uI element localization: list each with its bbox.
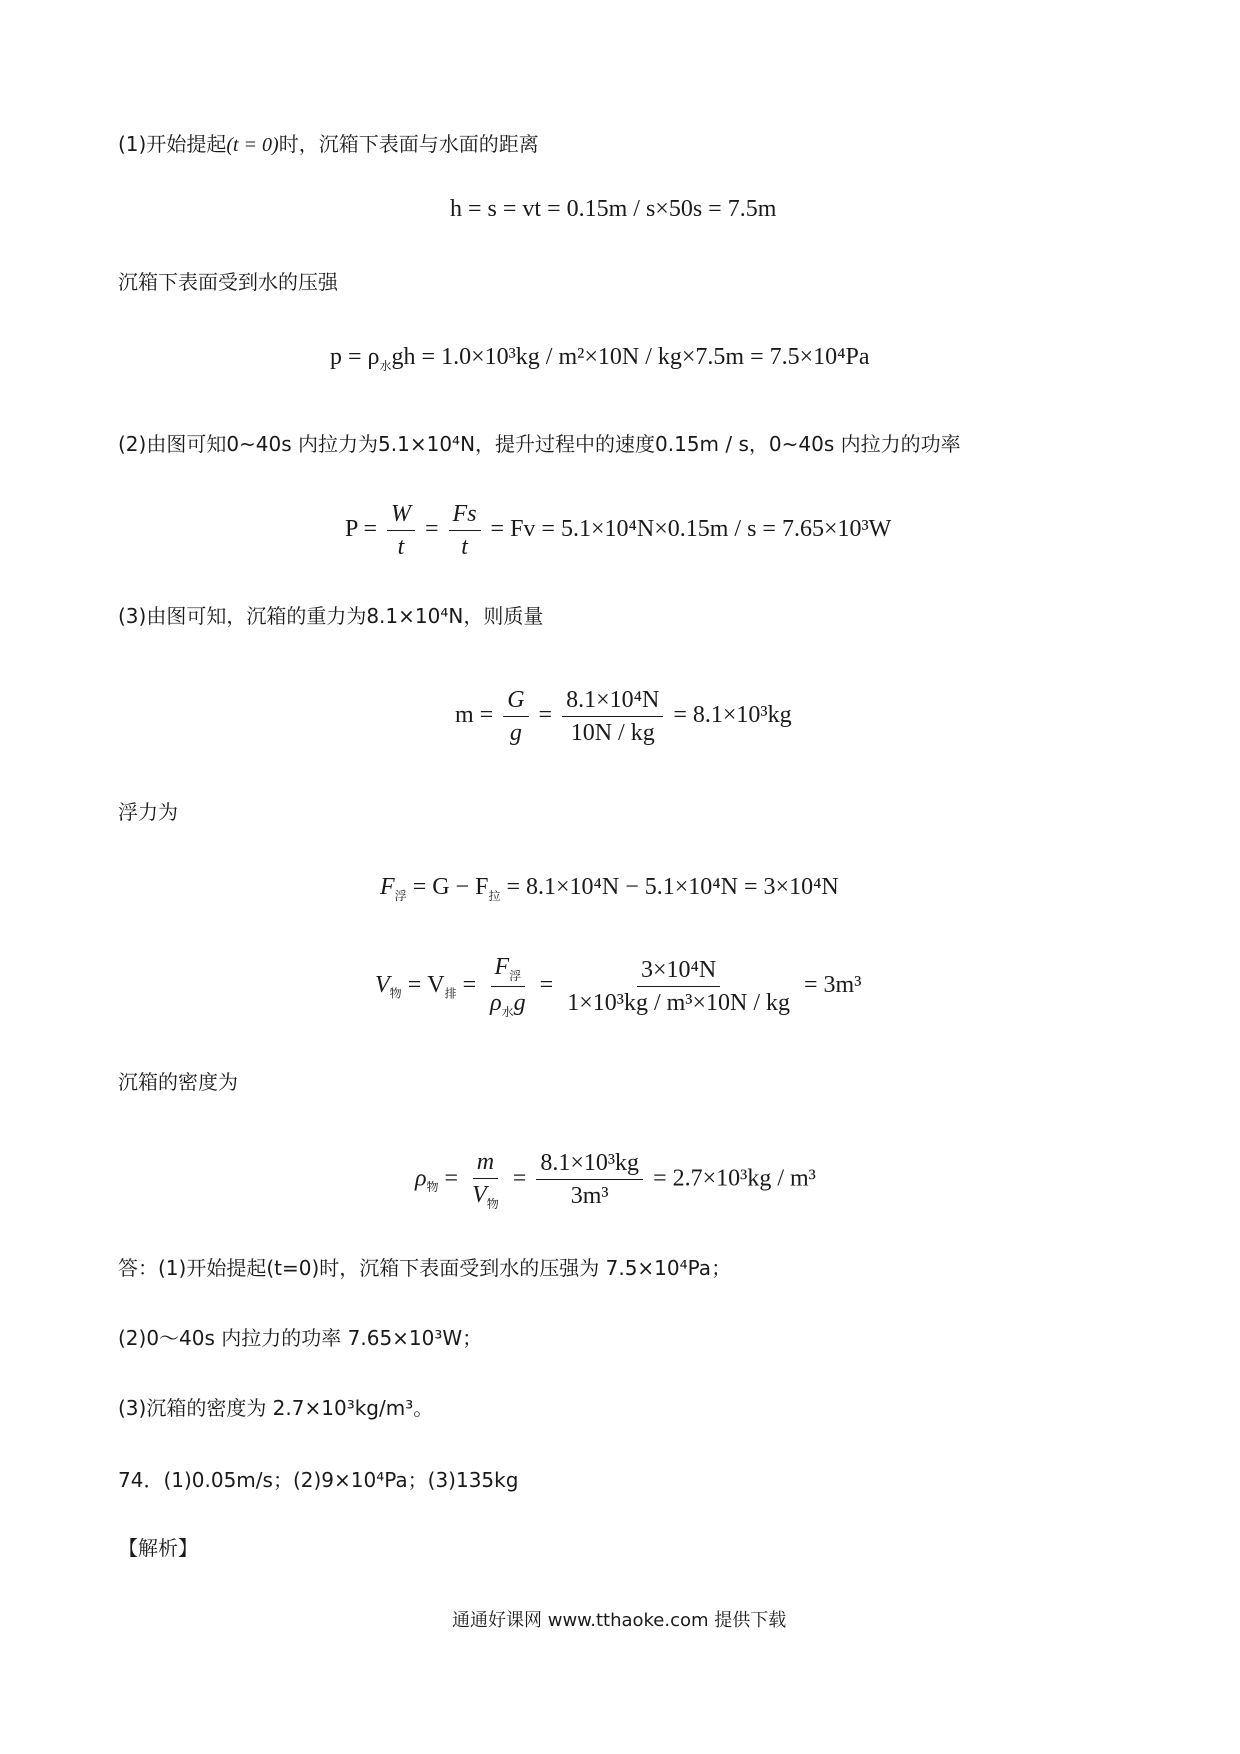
fraction-w-over-t <box>387 502 415 559</box>
answer-1: 答：(1)开始提起(t=0)时，沉箱下表面受到水的压强为 7.5×10⁴Pa； <box>118 1256 732 1280</box>
formula-7-rho: ρ <box>415 1165 427 1192</box>
formula-2-rhs: gh = 1.0×10³kg / m²×10N / kg×7.5m = 7.5×10⁴Pa <box>391 344 870 370</box>
formula-2-lhs: p = ρ <box>330 344 380 370</box>
line-1-suffix: 时，沉箱下表面与水面的距离 <box>278 132 539 156</box>
fraction-mass <box>562 688 663 745</box>
line-1-prefix: (1)开始提起 <box>118 132 227 156</box>
equals: = <box>539 971 554 998</box>
line-4: (3)由图可知，沉箱的重力为8.1×10⁴N，则质量 <box>118 604 544 628</box>
formula-4 <box>455 688 792 745</box>
formula-6-eq: = V <box>407 971 445 998</box>
formula-6-v1-sub: 物 <box>389 986 402 1001</box>
line-1 <box>118 132 539 157</box>
fraction-numerator: 3×10⁴N <box>637 958 720 987</box>
jiexi-heading: 【解析】 <box>118 1536 198 1560</box>
fraction-numerator: W <box>387 502 415 531</box>
formula-7 <box>415 1150 816 1210</box>
fraction-denominator: $V_物$ <box>472 1182 499 1211</box>
fraction-denominator: t <box>461 534 468 560</box>
formula-5 <box>380 875 839 902</box>
formula-7-rest: = 2.7×10³kg / m³ <box>653 1165 816 1192</box>
formula-4-m: m = <box>455 702 494 729</box>
formula-7-rho-sub: 物 <box>426 1180 439 1195</box>
formula-5-b: = G − F <box>412 874 489 900</box>
fraction-denominator: t <box>397 534 405 560</box>
formula-3-p: P = <box>345 516 377 543</box>
formula-2 <box>330 345 870 372</box>
line-2: 沉箱下表面受到水的压强 <box>118 270 338 294</box>
formula-4-rest: = 8.1×10³kg <box>673 702 792 729</box>
formula-6 <box>375 955 861 1018</box>
equals: = <box>462 971 477 998</box>
fraction-numerator: $F_浮$ <box>491 955 526 987</box>
fraction-numerator: 8.1×10³kg <box>536 1151 643 1180</box>
line-5: 浮力为 <box>118 800 178 824</box>
formula-5-a: F <box>380 874 395 900</box>
fraction-numerator: Fs <box>449 502 481 531</box>
equals: = <box>512 1165 527 1192</box>
formula-6-v2-sub: 排 <box>444 986 457 1001</box>
equals: = <box>538 702 553 729</box>
line-6: 沉箱的密度为 <box>118 1070 238 1094</box>
answer-2: (2)0～40s 内拉力的功率 7.65×10³W； <box>118 1326 483 1350</box>
line-3: (2)由图可知0~40s 内拉力为5.1×10⁴N，提升过程中的速度0.15m / s，0~40s 内拉力的功率 <box>118 432 961 456</box>
answer-3: (3)沉箱的密度为 2.7×10³kg/m³。 <box>118 1396 434 1420</box>
fraction-volume <box>563 958 794 1015</box>
fraction-denominator: g <box>509 720 522 746</box>
formula-3 <box>345 502 891 559</box>
fraction-fs-over-t <box>449 502 481 559</box>
formula-1 <box>450 197 776 221</box>
formula-5-b-sub: 拉 <box>488 888 501 903</box>
formula-2-sub: 水 <box>379 358 392 373</box>
formula-3-rest: = Fv = 5.1×10⁴N×0.15m / s = 7.65×10³W <box>490 516 892 543</box>
fraction-denominator: 1×10³kg / m³×10N / kg <box>567 989 791 1016</box>
formula-6-v1: V <box>375 971 390 998</box>
fraction-buoyancy <box>486 955 530 1018</box>
formula-5-a-sub: 浮 <box>394 888 407 903</box>
fraction-g-over-g <box>503 688 528 745</box>
equals: = <box>444 1165 459 1192</box>
fraction-m-over-v <box>468 1150 503 1210</box>
formula-1-text: h = s = vt = 0.15m / s×50s = 7.5m <box>450 196 777 222</box>
footer: 通通好课网 www.tthaoke.com 提供下载 <box>452 1610 787 1631</box>
fraction-numerator: 8.1×10⁴N <box>562 688 663 717</box>
question-74: 74．(1)0.05m/s；(2)9×10⁴Pa；(3)135kg <box>118 1468 519 1492</box>
formula-6-rest: = 3m³ <box>804 971 862 998</box>
equals: = <box>425 516 439 543</box>
fraction-numerator: m <box>473 1150 498 1179</box>
fraction-denominator: 10N / kg <box>570 720 655 746</box>
formula-5-rest: = 8.1×10⁴N − 5.1×10⁴N = 3×10⁴N <box>506 874 839 900</box>
fraction-density <box>536 1151 643 1208</box>
fraction-denominator: 3m³ <box>570 1183 609 1210</box>
fraction-denominator: $\rho_水g$ <box>490 989 526 1019</box>
line-1-paren: (t = 0) <box>226 134 279 156</box>
fraction-numerator: G <box>503 688 528 717</box>
